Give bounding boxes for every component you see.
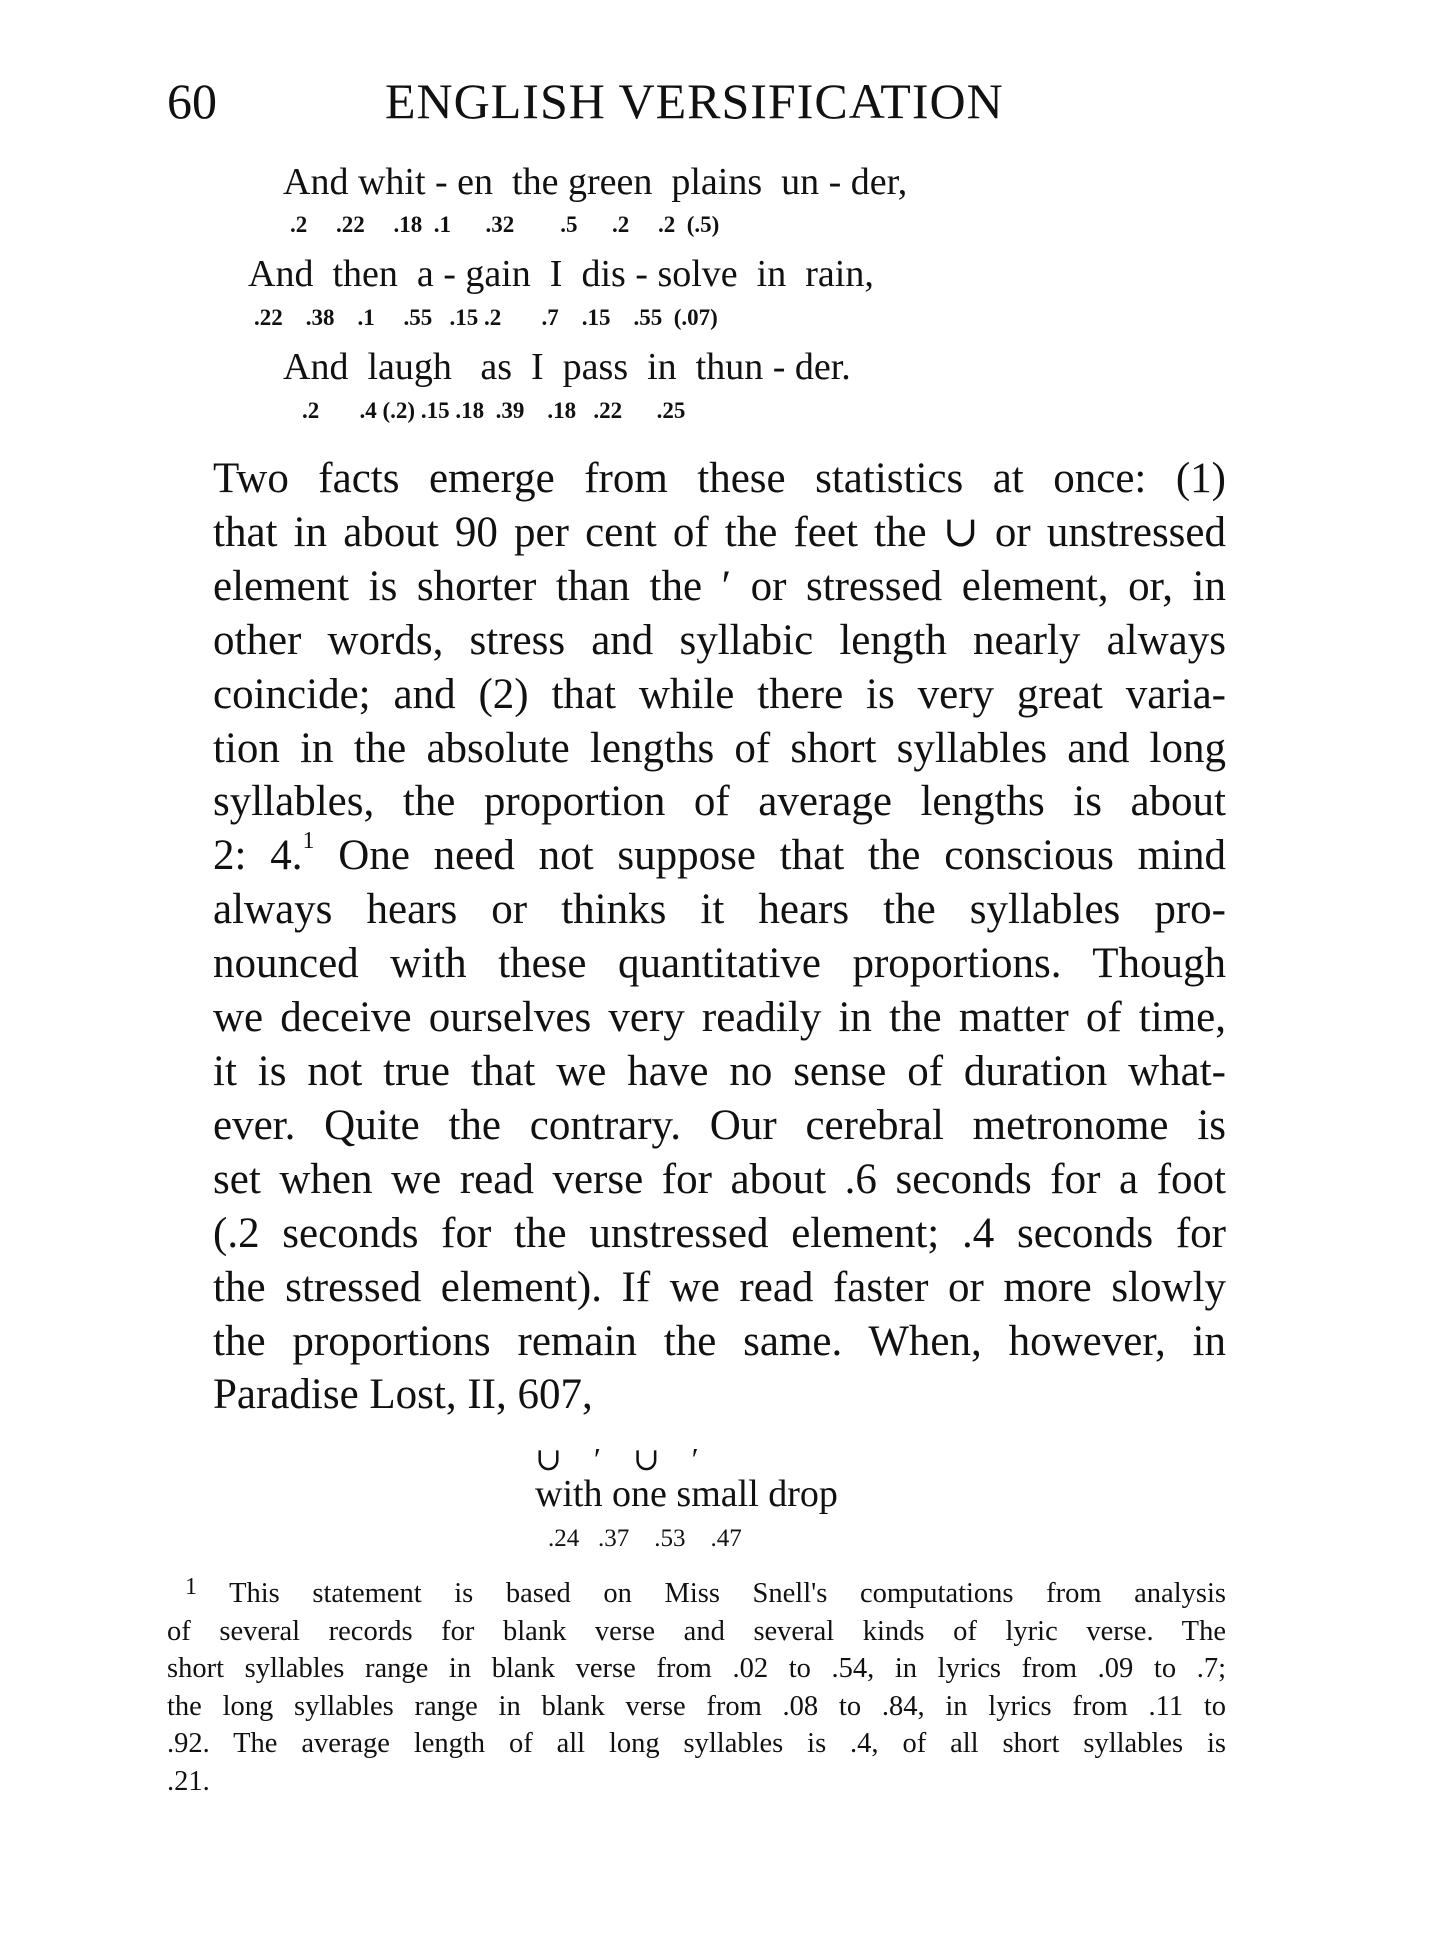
body-line-with-footnote	[213, 829, 1226, 883]
body-line: set when we read verse for about .6 seconds for a foot	[213, 1155, 1226, 1203]
verse-numbers-3: .2 .4 (.2) .15 .18 .39 .18 .22 .25	[302, 398, 686, 423]
body-line: syllables, the proportion of average lengths is about	[213, 778, 1226, 826]
footnote-line: the long syllables range in blank verse from .08 to .84, in lyrics from .11 to	[167, 1690, 1226, 1722]
body-line: it is not true that we have no sense of duration what-	[213, 1047, 1226, 1095]
body-line: Two facts emerge from these statistics at once: (1)	[213, 455, 1226, 502]
verse-line-1: And whit - en the green plains un - der,	[283, 161, 908, 203]
verse-numbers-2: .22 .38 .1 .55 .15 .2 .7 .15 .55 (.07)	[254, 305, 718, 330]
running-title: ENGLISH VERSIFICATION	[385, 73, 1004, 129]
body-line: other words, stress and syllabic length nearly always	[213, 616, 1226, 664]
footnote-line: .92. The average length of all long syllables is .4, of all short syllables is	[167, 1728, 1226, 1760]
body-line: ever. Quite the contrary. Our cerebral metronome is	[213, 1101, 1226, 1149]
body-line: the stressed element). If we read faster or more slowly	[213, 1263, 1226, 1311]
body-line: always hears or thinks it hears the syllables pro-	[213, 886, 1226, 934]
footnote-line: of several records for blank verse and several kinds of lyric verse. The	[167, 1615, 1226, 1647]
scansion-marks: ∪ ′ ∪ ′	[535, 1441, 699, 1477]
example-numbers: .24 .37 .53 .47	[548, 1525, 742, 1552]
footnote-text: This statement is based on Miss Snell's computations from analysis	[229, 1578, 1226, 1609]
footnote-line: .21.	[167, 1765, 210, 1797]
body-line: tion in the absolute lengths of short syllables and long	[213, 724, 1226, 772]
body-paragraph	[213, 452, 1226, 1422]
page-number: 60	[167, 73, 217, 129]
body-line: that in about 90 per cent of the feet the ∪ or unstressed	[213, 508, 1226, 556]
body-line: Paradise Lost, II, 607,	[213, 1371, 593, 1419]
verse-numbers-1: .2 .22 .18 .1 .32 .5 .2 .2 (.5)	[290, 212, 720, 237]
ratio-text: 2: 4.	[213, 832, 303, 880]
body-line: nounced with these quantitative proportions. Though	[213, 940, 1226, 988]
body-line: coincide; and (2) that while there is very great varia-	[213, 670, 1226, 718]
footnote-marker: 1	[185, 1574, 197, 1600]
body-line: element is shorter than the ′ or stressed element, or, in	[213, 562, 1226, 610]
footnote-line: short syllables range in blank verse from .02 to .54, in lyrics from .09 to .7;	[167, 1653, 1226, 1685]
body-line: the proportions remain the same. When, however, in	[213, 1317, 1226, 1365]
body-line: we deceive ourselves very readily in the matter of time,	[213, 994, 1226, 1042]
footnote-ref: 1	[302, 828, 315, 855]
verse-line-3: And laugh as I pass in thun - der.	[283, 346, 851, 388]
example-words: with one small drop	[535, 1473, 838, 1515]
verse-line-2: And then a - gain I dis - solve in rain,	[248, 253, 874, 295]
body-text: One need not suppose that the conscious mind	[338, 832, 1226, 880]
footnote	[167, 1575, 1226, 1801]
body-line: (.2 seconds for the unstressed element; .4 seconds for	[213, 1209, 1226, 1257]
footnote-line	[167, 1575, 1226, 1613]
